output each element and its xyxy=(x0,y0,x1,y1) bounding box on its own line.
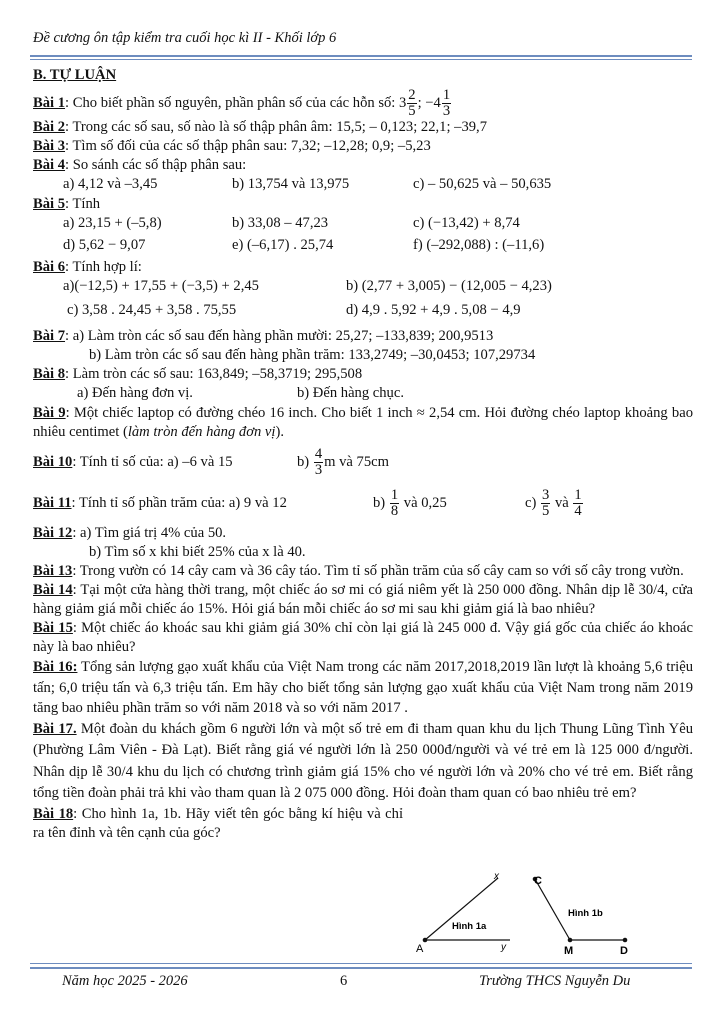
exercise-1: Bài 1: Cho biết phần số nguyên, phần phân số của các hỗn số: 3 $\frac{2}{5}$ ; −4 $\frac{1}{3}$ xyxy=(33,87,451,120)
exercise-5-row2: d) 5,62 − 9,07 e) (–6,17) . 25,74 f) (–292,088) : (–11,6) xyxy=(63,237,545,253)
exercise-11: Bài 11: Tính tỉ số phần trăm của: a) 9 và 12 b) $\frac{1}{8}$ và 0,25 c) $\frac{3}{5}$ và $\frac{1}{4}$ xyxy=(33,487,582,520)
vertex-a-label: A xyxy=(416,943,424,955)
footer-school: Trường THCS Nguyễn Du xyxy=(479,973,631,989)
exercise-7b: b) Làm tròn các số sau đến hàng phần trăm: 133,2749; –30,0453; 107,29734 xyxy=(89,347,536,363)
footer-rule-thin xyxy=(30,963,692,964)
exercise-10: Bài 10: Tính tỉ số của: a) –6 và 15 b) $\frac{4}{3}$ m và 75cm xyxy=(33,446,389,479)
exercise-2: Bài 2: Trong các số sau, số nào là số thập phân âm: 15,5; – 0,123; 22,1; –39,7 xyxy=(33,119,488,135)
point-c-label: C xyxy=(534,875,542,887)
point-d-label: D xyxy=(620,945,628,957)
exercise-4: Bài 4: So sánh các số thập phân sau: xyxy=(33,157,247,173)
exercise-5: Bài 5: Tính xyxy=(33,196,101,212)
exercise-17: Bài 17. Một đoàn du khách gồm 6 người lớn và một số trẻ em đi tham quan khu du lịch Thung Lũng Tình Yêu (Phường Lâm Viên - Đà Lạt). Biết rằng giá vé người lớn là 250 000đ/người và vé trẻ em là 125 000 đ/người. Nhân dịp lễ 30/4 khu du lịch có chương trình giảm giá 15% cho vé người lớn và 20% cho vé trẻ em. Biết rằng tổng tiền đoàn phải trả khi vào tham quan là 2 075 000 đồng. Hỏi đoàn tham quan có bao nhiêu trẻ em? xyxy=(33,720,693,801)
exercise-4-items: a) 4,12 và –3,45 b) 13,754 và 13,975 c) – 50,625 và – 50,635 xyxy=(63,176,552,192)
footer-rule xyxy=(30,967,692,969)
exercise-15: Bài 15: Một chiếc áo khoác sau khi giảm giá 30% chỉ còn lại giá là 245 000 đ. Vậy giá gốc của chiếc áo khoác này là bao nhiêu? xyxy=(33,620,694,655)
ray-x-label: x xyxy=(494,871,499,882)
figure-1b xyxy=(533,875,628,957)
exercise-8-items: a) Đến hàng đơn vị. b) Đến hàng chục. xyxy=(77,385,404,401)
exercise-18: Bài 18: Cho hình 1a, 1b. Hãy viết tên góc bằng kí hiệu và chỉ ra tên đỉnh và tên cạnh của góc? xyxy=(33,805,404,841)
page-header: Đề cương ôn tập kiểm tra cuối học kì II - Khối lớp 6 xyxy=(33,30,337,46)
figure-1a xyxy=(416,871,510,955)
figure-1b-caption: Hình 1b xyxy=(568,908,603,919)
vertex-m-label: M xyxy=(564,945,574,957)
page-number: 6 xyxy=(340,973,348,989)
header-rule-thin xyxy=(30,59,692,60)
exercise-5-row1: a) 23,15 + (–5,8) b) 33,08 – 47,23 c) (−13,42) + 8,74 xyxy=(63,215,520,231)
exercise-6: Bài 6: Tính hợp lí: xyxy=(33,259,142,275)
header-rule xyxy=(30,55,692,57)
exercise-8: Bài 8: Làm tròn các số sau: 163,849; –58,3719; 295,508 xyxy=(33,366,363,382)
document-body xyxy=(33,66,693,843)
section-title: B. TỰ LUẬN xyxy=(33,67,117,83)
exercise-12b: b) Tìm số x khi biết 25% của x là 40. xyxy=(89,544,306,560)
exercise-9: Bài 9: Một chiếc laptop có đường chéo 16 inch. Cho biết 1 inch ≈ 2,54 cm. Hỏi đường chéo laptop khoảng bao nhiêu centimet (làm tròn đến hàng đơn vị). xyxy=(33,405,693,440)
footer-year: Năm học 2025 - 2026 xyxy=(62,973,188,989)
exercise-7: Bài 7: a) Làm tròn các số sau đến hàng phần mười: 25,27; –133,839; 200,9513 xyxy=(33,328,494,344)
ray-y-label: y xyxy=(501,942,506,953)
exercise-13: Bài 13: Trong vườn có 14 cây cam và 36 cây táo. Tìm tỉ số phần trăm của số cây cam so với số cây trong vườn. xyxy=(33,563,684,579)
exercise-3: Bài 3: Tìm số đối của các số thập phân sau: 7,32; –12,28; 0,9; –5,23 xyxy=(33,138,431,154)
figure-1a-caption: Hình 1a xyxy=(452,921,487,932)
exercise-12: Bài 12: a) Tìm giá trị 4% của 50. xyxy=(33,525,227,541)
exercise-16: Bài 16: Tổng sản lượng gạo xuất khẩu của Việt Nam trong các năm 2017,2018,2019 lần lượt là khoảng 5,6 triệu tấn; 6,0 triệu tấn và 6,3 triệu tấn. Em hãy cho biết tổng sản lượng gạo xuất khẩu của Việt Nam trong năm 2019 tăng bao nhiêu phần trăm so với năm 2018 và so với năm 2017 . xyxy=(33,659,694,716)
angle-figures xyxy=(410,868,650,960)
exercise-6-row2: c) 3,58 . 24,45 + 3,58 . 75,55 d) 4,9 . 5,92 + 4,9 . 5,08 − 4,9 xyxy=(67,302,521,318)
exercise-6-row1: a)(−12,5) + 17,55 + (−3,5) + 2,45 b) (2,77 + 3,005) − (12,005 − 4,23) xyxy=(63,278,552,294)
exercise-14: Bài 14: Tại một cửa hàng thời trang, một chiếc áo sơ mi có giá niêm yết là 250 000 đồng. Nhân dịp lễ 30/4, cửa hàng giảm giá mỗi chiếc áo 15%. Hỏi giá bán mỗi chiếc áo sơ mi sau khi giảm giá là bao nhiêu? xyxy=(33,582,693,617)
